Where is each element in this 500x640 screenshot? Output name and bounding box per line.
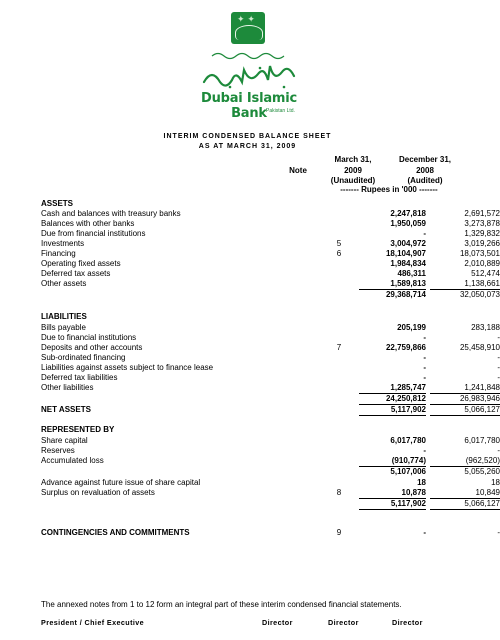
contingencies-row: CONTINGENCIES AND COMMITMENTS 9 - - — [41, 528, 500, 537]
signature-president: President / Chief Executive — [41, 618, 145, 627]
table-row: Liabilities against assets subject to finance lease - - — [41, 363, 500, 372]
dubai-islamic-bank-logo-icon: ✦ ✦ — [231, 12, 265, 44]
net-assets-row: NET ASSETS 5,117,902 5,066,127 — [41, 405, 500, 414]
table-row: Deferred tax liabilities - - — [41, 373, 500, 382]
currency-header: ------- Rupees in '000 ------- — [340, 185, 438, 194]
table-row: Due from financial institutions - 1,329,832 — [41, 229, 500, 238]
arabic-script-icon — [200, 64, 298, 90]
prior-period-header: December 31, 2008 (Audited) — [398, 155, 452, 185]
section-heading-assets: ASSETS — [41, 199, 74, 208]
table-row: Operating fixed assets 1,984,834 2,010,889 — [41, 259, 500, 268]
equity-total-row: 5,117,902 5,066,127 — [390, 499, 500, 508]
section-heading-liabilities: LIABILITIES — [41, 312, 87, 321]
statement-date: AS AT MARCH 31, 2009 — [198, 143, 297, 150]
liabilities-total-row: 24,250,812 26,983,946 — [385, 394, 500, 403]
table-row: Due to financial institutions - - — [41, 333, 500, 342]
table-row: Share capital 6,017,780 6,017,780 — [41, 436, 500, 445]
subtotal-row: 5,107,006 5,055,260 — [390, 467, 500, 476]
bank-name: Dubai Islamic Bank — [200, 91, 298, 121]
table-row: Deposits and other accounts 7 22,759,866 25,458,910 — [41, 343, 500, 352]
table-row: Other liabilities 1,285,747 1,241,848 — [41, 383, 500, 392]
signature-director: Director — [262, 618, 293, 627]
table-row: Sub-ordinated financing - - — [41, 353, 500, 362]
rule — [430, 415, 500, 416]
table-row: Accumulated loss (910,774) (962,520) — [41, 456, 500, 465]
signature-director: Director — [392, 618, 423, 627]
table-row: Cash and balances with treasury banks 2,247,818 2,691,572 — [41, 209, 500, 218]
bank-subtitle: Pakistan Ltd. — [266, 108, 295, 114]
table-row: Financing 6 18,104,907 18,073,501 — [41, 249, 500, 258]
table-row: Reserves - - — [41, 446, 500, 455]
rule — [359, 415, 426, 416]
table-row: Advance against future issue of share capital 18 18 — [41, 478, 500, 487]
current-period-header: March 31, 2009 (Unaudited) — [330, 155, 376, 185]
assets-total-row: 29,368,714 32,050,073 — [385, 290, 500, 299]
table-row: Bills payable 205,199 283,188 — [41, 323, 500, 332]
table-row: Other assets 1,589,813 1,138,661 — [41, 279, 500, 288]
footnote: The annexed notes from 1 to 12 form an integral part of these interim condensed financial statements. — [41, 600, 402, 609]
table-row: Deferred tax assets 486,311 512,474 — [41, 269, 500, 278]
rule — [430, 509, 500, 510]
urdu-script-icon — [208, 50, 288, 60]
statement-title: INTERIM CONDENSED BALANCE SHEET — [163, 133, 332, 140]
table-row: Investments 5 3,004,972 3,019,266 — [41, 239, 500, 248]
note-column-header: Note — [289, 166, 307, 175]
signature-director: Director — [328, 618, 359, 627]
section-heading-represented-by: REPRESENTED BY — [41, 425, 115, 434]
table-row: Balances with other banks 1,950,059 3,273,878 — [41, 219, 500, 228]
table-row: Surplus on revaluation of assets 8 10,878 10,849 — [41, 488, 500, 497]
bank-logo — [194, 12, 304, 124]
rule — [359, 509, 426, 510]
